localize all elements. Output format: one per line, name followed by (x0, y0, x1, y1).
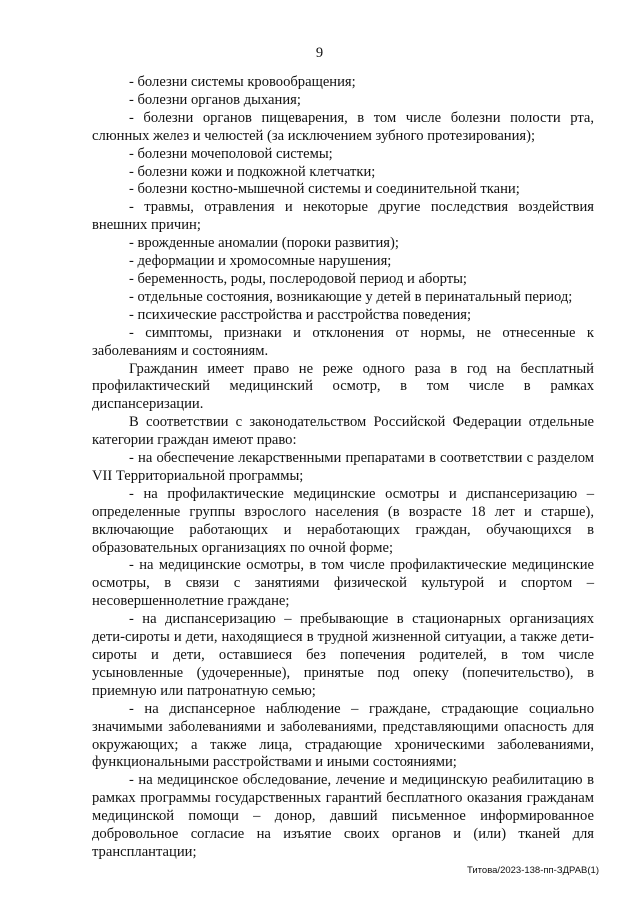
list-item: - беременность, роды, послеродовой период и аборты; (129, 270, 467, 287)
list-item: - болезни органов пищеварения, в том числе болезни полости рта, слюнных желез и челюстей (за исключением зубного протезирования); (92, 109, 594, 144)
document-body (92, 74, 594, 862)
list-item: - психические расстройства и расстройства поведения; (129, 306, 472, 323)
list-item: - болезни органов дыхания; (129, 91, 301, 108)
list-item: - болезни системы кровообращения; (129, 74, 356, 90)
rights-item: - на профилактические медицинские осмотры и диспансеризацию – определенные группы взрослого населения (в возрасте 18 лет и старше), включающие работающих и неработающих граждан, обучающихся в образовательных организациях по очной форме; (92, 485, 594, 556)
list-item: - травмы, отравления и некоторые другие последствия воздействия внешних причин; (92, 199, 594, 234)
rights-item: - на медицинское обследование, лечение и медицинскую реабилитацию в рамках программы государственных гарантий бесплатного оказания гражданам медицинской помощи – донор, давший письменное информированное добровольное согласие на изъятие своих органов и (или) тканей для трансплантации; (92, 772, 594, 860)
list-item: - болезни кожи и подкожной клетчатки; (129, 163, 376, 180)
rights-item: - на медицинские осмотры, в том числе профилактические медицинские осмотры, в связи с занятиями физической культурой и спортом – несовершеннолетние граждане; (92, 557, 594, 610)
list-item: - симптомы, признаки и отклонения от нормы, не отнесенные к заболеваниям и состояниям. (92, 324, 594, 359)
rights-item: - на обеспечение лекарственными препаратами в соответствии с разделом VII Территориальной программы; (92, 450, 594, 484)
list-item: - болезни мочеполовой системы; (129, 145, 333, 162)
paragraph-checkup: Гражданин имеет право не реже одного раза в год на бесплатный профилактический медицинский осмотр, в том числе в рамках диспансеризации. (92, 360, 594, 413)
paragraph-categories: В соответствии с законодательством Российской Федерации отдельные категории граждан имеют право: (92, 414, 594, 449)
rights-item: - на диспансеризацию – пребывающие в стационарных организациях дети-сироты и дети, находящиеся в трудной жизненной ситуации, а также дети-сироты и дети, оставшиеся без попечения родителей, в том числе усыновленные (удочеренные), принятые под опеку (попечительство), в приемную или патронатную семью; (92, 611, 594, 699)
list-item: - болезни костно-мышечной системы и соединительной ткани; (129, 181, 520, 198)
document-code-footer: Титова/2023-138-пп-ЗДРАВ(1) (466, 865, 599, 876)
rights-item: - на диспансерное наблюдение – граждане, страдающие социально значимыми заболеваниями и заболеваниями, представляющими опасность для окружающих; а также лица, страдающие хроническими заболеваниями, функциональными расстройствами и иными состояниями; (92, 700, 594, 771)
list-item: - врожденные аномалии (пороки развития); (129, 235, 399, 252)
page-number: 9 (315, 45, 324, 61)
list-item: - деформации и хромосомные нарушения; (129, 253, 392, 270)
list-item: - отдельные состояния, возникающие у детей в перинатальный период; (129, 288, 573, 305)
